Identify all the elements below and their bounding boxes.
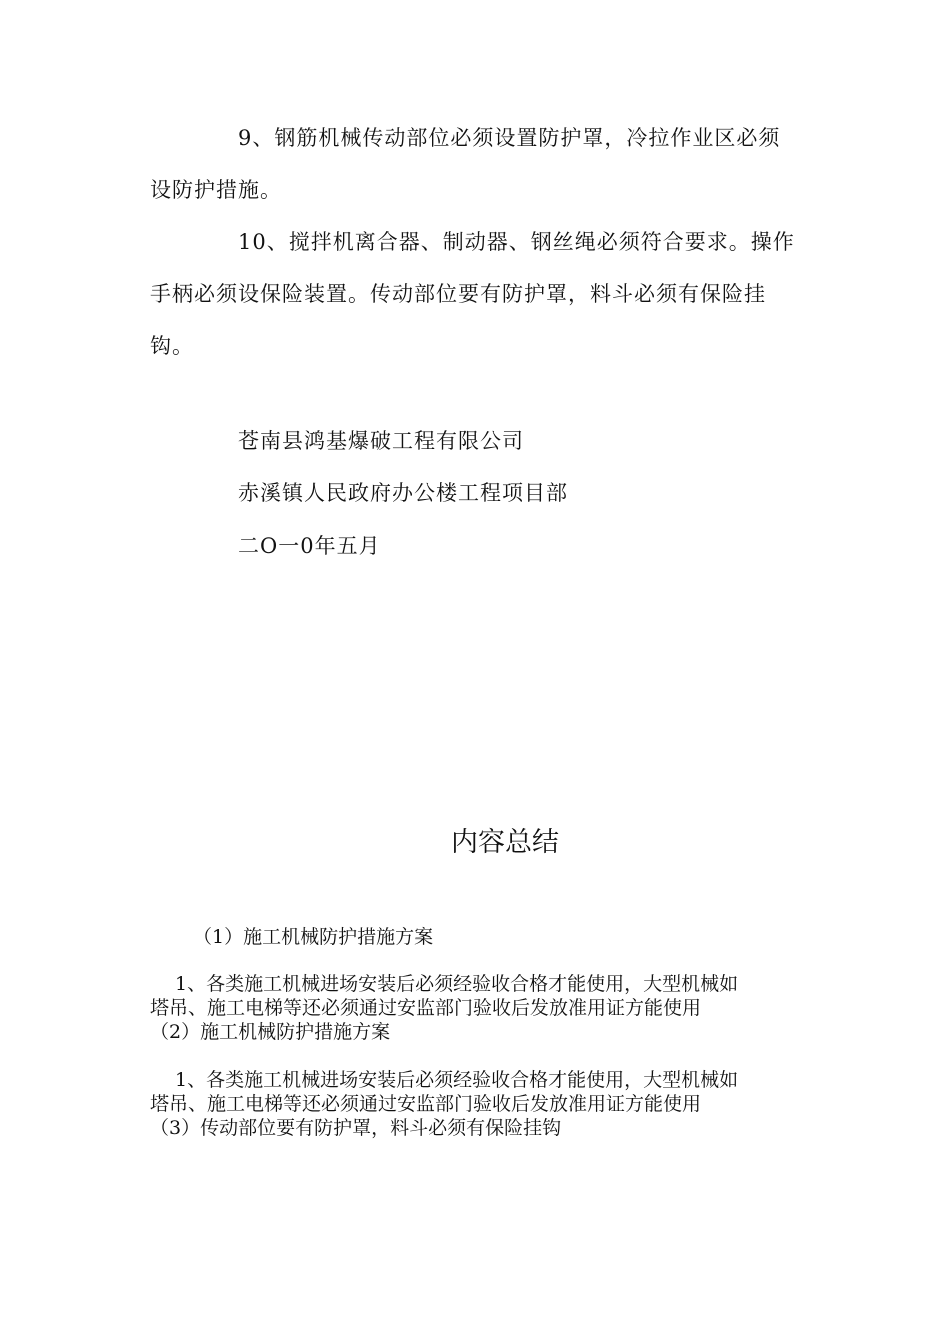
summary-title: 内容总结: [451, 827, 559, 858]
summary-paragraph-1-line-2: 塔吊、施工电梯等还必须通过安监部门验收后发放准用证方能使用: [150, 997, 702, 1019]
signature-date: 二O一0年五月: [238, 534, 381, 558]
summary-paragraph-2-line-2: 塔吊、施工电梯等还必须通过安监部门验收后发放准用证方能使用: [150, 1093, 702, 1115]
summary-paragraph-1-line-1: 1、各类施工机械进场安装后必须经验收合格才能使用，大型机械如: [175, 973, 739, 995]
summary-heading-3: （3）传动部位要有防护罩，料斗必须有保险挂钩: [150, 1117, 562, 1139]
summary-heading-2: （2）施工机械防护措施方案: [150, 1021, 391, 1043]
summary-heading-1: （1）施工机械防护措施方案: [193, 926, 434, 948]
summary-paragraph-2-line-1: 1、各类施工机械进场安装后必须经验收合格才能使用，大型机械如: [175, 1069, 739, 1091]
paragraph-item-9: 9、钢筋机械传动部位必须设置防护罩，冷拉作业区必须设防护措施。: [150, 126, 781, 202]
signature-company: 苍南县鸿基爆破工程有限公司: [238, 429, 524, 453]
signature-project-dept: 赤溪镇人民政府办公楼工程项目部: [238, 481, 568, 505]
paragraph-item-10: 10、搅拌机离合器、制动器、钢丝绳必须符合要求。操作手柄必须设保险装置。传动部位要有防护罩，料斗必须有保险挂钩。: [150, 230, 795, 358]
